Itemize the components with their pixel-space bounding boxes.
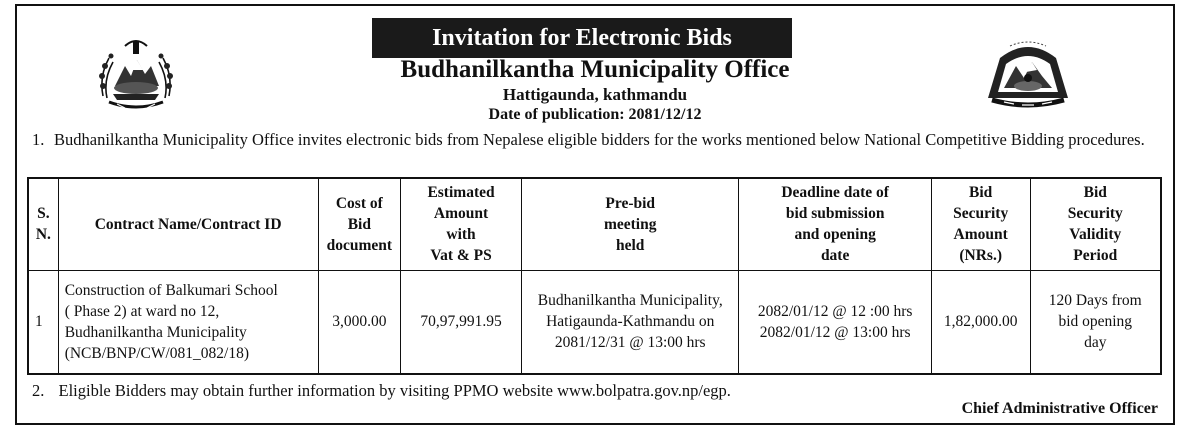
cell-deadline: 2082/01/12 @ 12 :00 hrs 2082/01/12 @ 13:00 hrs [739, 270, 931, 374]
table-row [28, 270, 1161, 374]
cell-contract: Construction of Balkumari School ( Phase 2) at ward no 12, Budhanilkantha Municipality (NCB/BNP/CW/081_082/18) [58, 270, 318, 374]
table-header-row [28, 178, 1161, 270]
header-cost: Cost of Bid document [318, 178, 401, 270]
header-validity: Bid Security Validity Period [1030, 178, 1161, 270]
header-security-amount: Bid Security Amount (NRs.) [931, 178, 1030, 270]
signatory-title: Chief Administrative Officer [961, 400, 1158, 417]
cell-cost: 3,000.00 [318, 270, 401, 374]
paragraph-2-number: 2. [32, 381, 45, 400]
paragraph-1-text: Budhanilkantha Municipality Office invites electronic bids from Nepalese eligible bidders for the works mentioned below National Competitive Bidding procedures. [54, 130, 1145, 149]
organization-address: Hattigaunda, kathmandu [502, 85, 688, 104]
bids-table [27, 177, 1162, 375]
paragraph-1-number: 1. [32, 130, 45, 149]
header-deadline: Deadline date of bid submission and opening date [739, 178, 931, 270]
header-sn: S. N. [28, 178, 58, 270]
paragraph-2-text: Eligible Bidders may obtain further information by visiting PPMO website www.bolpatra.gov.np/egp. [58, 381, 731, 400]
cell-security-amount: 1,82,000.00 [931, 270, 1030, 374]
cell-estimated: 70,97,991.95 [401, 270, 522, 374]
notice-title: Invitation for Electronic Bids [372, 18, 792, 58]
header-contract: Contract Name/Contract ID [58, 178, 318, 270]
cell-sn: 1 [28, 270, 58, 374]
cell-prebid: Budhanilkantha Municipality, Hatigaunda-Kathmandu on 2081/12/31 @ 13:00 hrs [521, 270, 739, 374]
header-estimated: Estimated Amount with Vat & PS [401, 178, 522, 270]
organization-name: Budhanilkantha Municipality Office [400, 56, 790, 83]
paragraph-2 [32, 380, 1152, 402]
header-prebid: Pre-bid meeting held [521, 178, 739, 270]
cell-validity: 120 Days from bid opening day [1030, 270, 1161, 374]
publication-date: Date of publication: 2081/12/12 [488, 106, 702, 123]
paragraph-1 [32, 129, 1168, 151]
